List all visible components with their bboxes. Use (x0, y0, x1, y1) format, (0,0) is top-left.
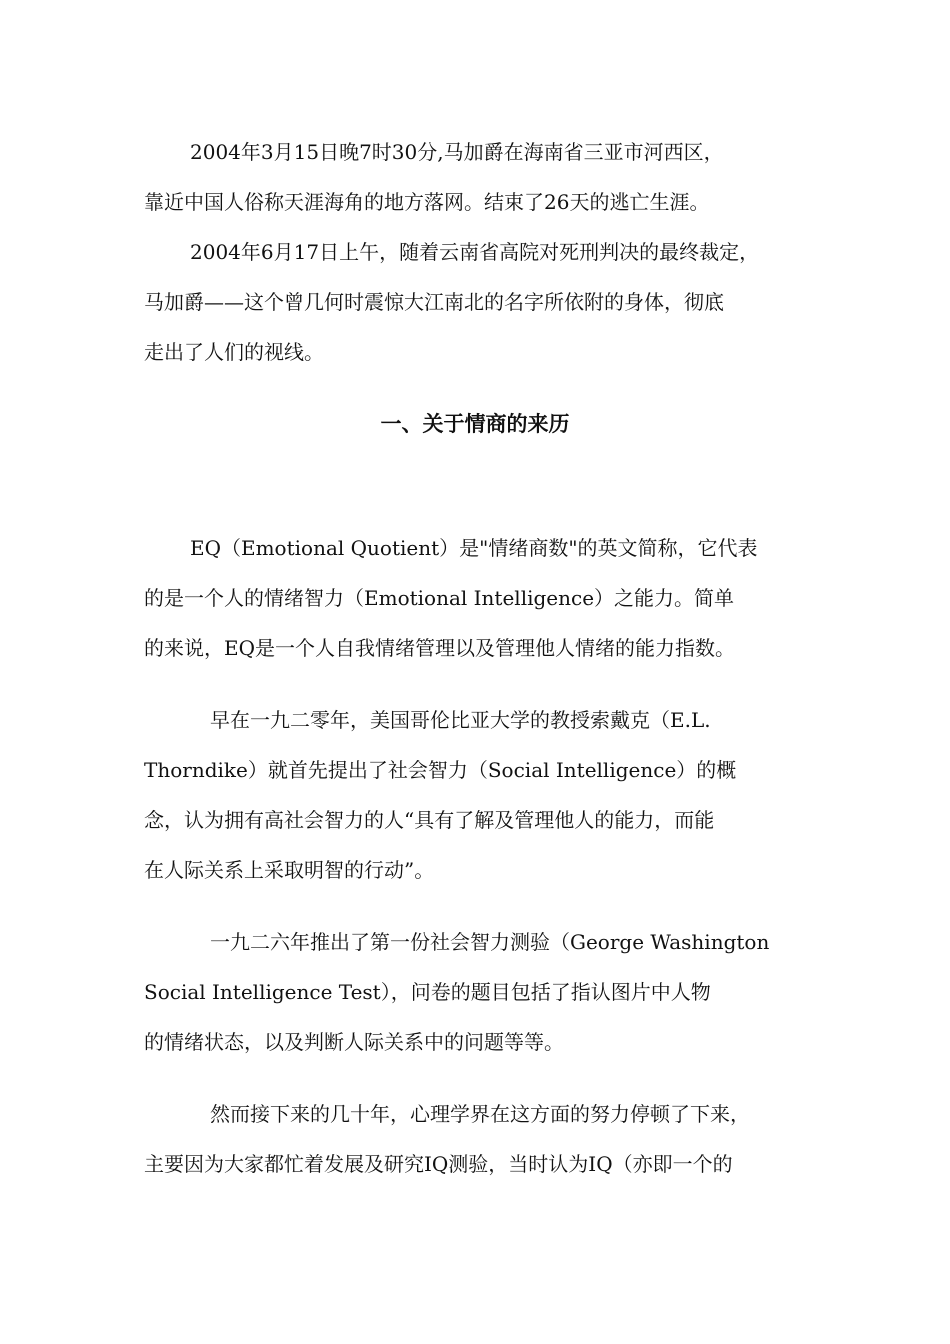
section-paragraph-2-line-4: 在人际关系上采取明智的行动”。 (144, 858, 435, 882)
section-paragraph-2-line-2: Thorndike）就首先提出了社会智力（Social Intelligence）的概 (144, 758, 737, 782)
paragraph-2-line-2: 马加爵——这个曾几何时震惊大江南北的名字所依附的身体，彻底 (144, 290, 724, 314)
section-paragraph-4-line-1: 然而接下来的几十年，心理学界在这方面的努力停顿了下来， (210, 1102, 750, 1126)
section-paragraph-1-line-1: EQ（Emotional Quotient）是"情绪商数"的英文简称，它代表 (190, 536, 758, 560)
section-paragraph-1-line-2: 的是一个人的情绪智力（Emotional Intelligence）之能力。简单 (144, 586, 735, 610)
section-paragraph-3-line-1: 一九二六年推出了第一份社会智力测验（George Washington (210, 930, 770, 954)
paragraph-1-line-1: 2004年3月15日晚7时30分,马加爵在海南省三亚市河西区， (190, 140, 724, 164)
section-paragraph-3-line-2: Social Intelligence Test），问卷的题目包括了指认图片中人物 (144, 980, 711, 1004)
section-heading: 一、关于情商的来历 (380, 412, 570, 436)
paragraph-1-line-2: 靠近中国人俗称天涯海角的地方落网。结束了26天的逃亡生涯。 (144, 190, 710, 214)
section-paragraph-1-line-3: 的来说，EQ是一个人自我情绪管理以及管理他人情绪的能力指数。 (144, 636, 735, 660)
section-paragraph-2-line-3: 念，认为拥有高社会智力的人“具有了解及管理他人的能力，而能 (144, 808, 715, 832)
section-paragraph-4-line-2: 主要因为大家都忙着发展及研究IQ测验，当时认为IQ（亦即一个的 (144, 1152, 733, 1176)
paragraph-2-line-3: 走出了人们的视线。 (144, 340, 324, 364)
paragraph-2-line-1: 2004年6月17日上午，随着云南省高院对死刑判决的最终裁定， (190, 240, 760, 264)
section-paragraph-2-line-1: 早在一九二零年，美国哥伦比亚大学的教授索戴克（E.L. (210, 708, 711, 732)
section-paragraph-3-line-3: 的情绪状态，以及判断人际关系中的问题等等。 (144, 1030, 564, 1054)
